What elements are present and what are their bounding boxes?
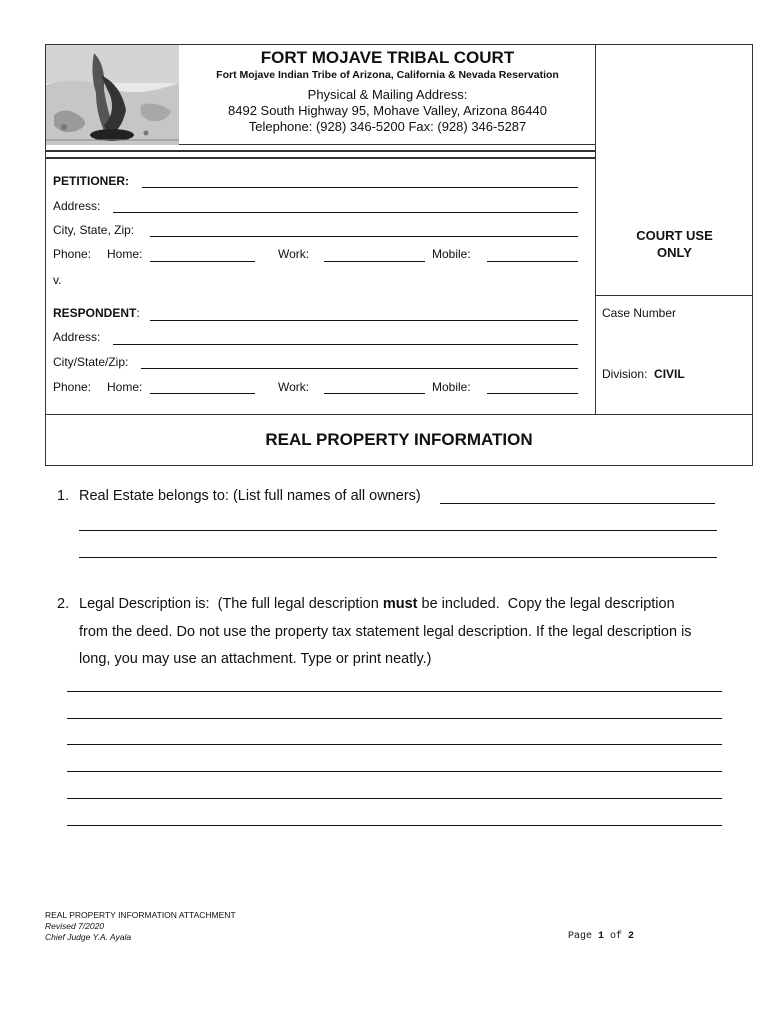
respondent-address-label: Address: <box>53 330 101 344</box>
section-title-rule <box>45 414 753 415</box>
respondent-mobile-label: Mobile: <box>432 380 471 394</box>
page-number <box>568 931 634 942</box>
owners-field-line-1[interactable] <box>440 503 715 504</box>
item2-line2: from the deed. Do not use the property tax statement legal description. If the legal description is <box>79 624 692 640</box>
petitioner-city-label: City, State, Zip: <box>53 223 135 237</box>
owners-field-line-2[interactable] <box>79 530 717 531</box>
court-use-line2: ONLY <box>657 245 692 260</box>
case-number-label: Case Number <box>602 306 677 320</box>
versus-label: v. <box>53 273 62 287</box>
respondent-home-label: Home: <box>107 380 143 394</box>
legal-description-line-1[interactable] <box>67 691 722 692</box>
court-use-line1: COURT USE <box>636 228 713 243</box>
page-current: 1 <box>598 931 605 942</box>
court-title: FORT MOJAVE TRIBAL COURT <box>260 48 515 67</box>
petitioner-label: PETITIONER: <box>53 174 130 188</box>
petitioner-mobile-phone-field[interactable] <box>487 261 578 262</box>
page-prefix: Page <box>568 931 599 942</box>
division-row <box>602 367 685 381</box>
petitioner-home-phone-field[interactable] <box>150 261 255 262</box>
court-subtitle: Fort Mojave Indian Tribe of Arizona, California & Nevada Reservation <box>216 69 559 81</box>
header-rule-2 <box>45 150 595 152</box>
respondent-work-phone-field[interactable] <box>324 393 425 394</box>
page-total: 2 <box>628 931 635 942</box>
court-phone: Telephone: (928) 346-5200 Fax: (928) 346-5287 <box>248 119 527 134</box>
respondent-address-field[interactable] <box>113 344 578 345</box>
legal-description-line-5[interactable] <box>67 798 722 799</box>
item1-number: 1. <box>57 488 70 504</box>
legal-description-line-6[interactable] <box>67 825 722 826</box>
legal-description-line-2[interactable] <box>67 718 722 719</box>
item2-text-post: be included. Copy the legal description <box>417 596 675 612</box>
respondent-phone-label: Phone: <box>53 380 92 394</box>
respondent-name-field[interactable] <box>150 320 578 321</box>
petitioner-name-field[interactable] <box>142 187 578 188</box>
court-address: 8492 South Highway 95, Mohave Valley, Arizona 86440 <box>228 103 547 118</box>
item2-text-pre: Legal Description is: (The full legal description <box>79 596 383 612</box>
petitioner-mobile-label: Mobile: <box>432 247 471 261</box>
respondent-mobile-phone-field[interactable] <box>487 393 578 394</box>
section-title: REAL PROPERTY INFORMATION <box>265 430 533 449</box>
footer-form-name: REAL PROPERTY INFORMATION ATTACHMENT <box>45 910 236 920</box>
petitioner-address-label: Address: <box>53 199 101 213</box>
petitioner-city-field[interactable] <box>150 236 578 237</box>
petitioner-address-field[interactable] <box>113 212 578 213</box>
item1-text: Real Estate belongs to: (List full names of all owners) <box>79 488 421 504</box>
item2-number: 2. <box>57 596 70 612</box>
petitioner-work-label: Work: <box>278 247 310 261</box>
respondent-label: RESPONDENT <box>53 306 137 320</box>
item2-line3: long, you may use an attachment. Type or print neatly.) <box>79 651 432 667</box>
address-label: Physical & Mailing Address: <box>307 87 468 102</box>
court-use-only-label <box>596 227 753 261</box>
respondent-work-label: Work: <box>278 380 310 394</box>
respondent-home-phone-field[interactable] <box>150 393 255 394</box>
petitioner-home-label: Home: <box>107 247 143 261</box>
legal-description-line-4[interactable] <box>67 771 722 772</box>
footer-revised: Revised 7/2020 <box>45 921 105 931</box>
header-rule-3 <box>45 157 595 159</box>
page-of: of <box>604 931 629 942</box>
respondent-label-group <box>53 306 140 320</box>
item2-text-bold: must <box>382 596 418 612</box>
respondent-city-label: City/State/Zip: <box>53 355 129 369</box>
item2-line1 <box>79 596 675 612</box>
footer-judge: Chief Judge Y.A. Ayala <box>45 932 132 942</box>
division-value: CIVIL <box>654 367 685 381</box>
petitioner-phone-label: Phone: <box>53 247 92 261</box>
legal-description-line-3[interactable] <box>67 744 722 745</box>
tribal-logo <box>46 45 179 145</box>
respondent-city-field[interactable] <box>141 368 578 369</box>
petitioner-work-phone-field[interactable] <box>324 261 425 262</box>
division-label: Division: <box>602 367 648 381</box>
owners-field-line-3[interactable] <box>79 557 717 558</box>
respondent-label-colon: : <box>136 306 140 320</box>
case-number-rule <box>595 295 753 296</box>
